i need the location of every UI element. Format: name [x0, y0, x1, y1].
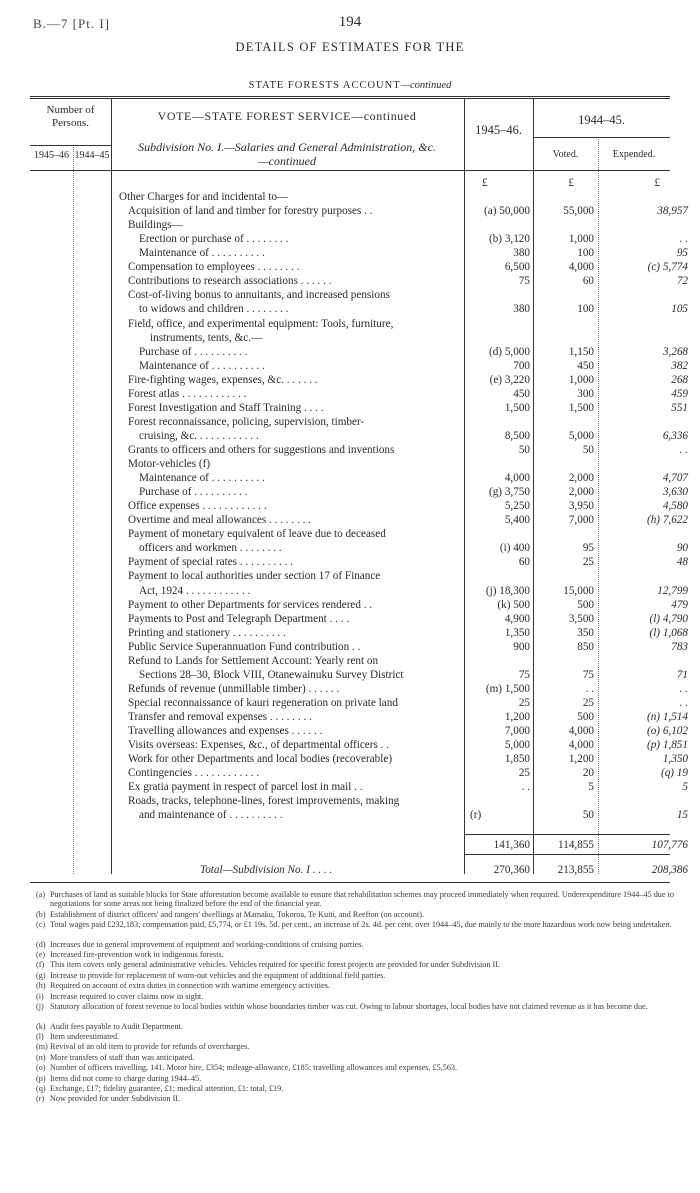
value-voted-1944-45: 1,000	[568, 233, 594, 246]
subdivision-heading: Subdivision No. I.—Salaries and General Administration, &c. —continued	[138, 140, 436, 168]
table-top-rule	[30, 96, 670, 97]
row-description: officers and workmen . . . . . . . .	[139, 542, 282, 555]
footnote-text: This item covers only general administrative vehicles. Vehicles required for specific forest projects are provided for under Subdivision II.	[50, 960, 501, 970]
footnote-label: (a)	[36, 890, 46, 899]
value-expended-1944-45: 71	[676, 668, 688, 681]
footnote-label: (h)	[36, 981, 46, 991]
table-row	[0, 500, 700, 512]
row-description: to widows and children . . . . . . . .	[139, 303, 289, 316]
footnote-label: (b)	[36, 909, 46, 919]
table-row	[0, 416, 700, 428]
subtotal-row	[0, 839, 700, 851]
footnote-label: (r)	[36, 1094, 45, 1104]
value-voted-1944-45: 55,000	[563, 205, 594, 218]
value-expended-1944-45: 479	[671, 598, 688, 611]
subtotal-voted: 114,855	[558, 839, 594, 851]
value-voted-1944-45: 4,000	[568, 261, 594, 274]
subtotal-top-rule	[464, 834, 670, 835]
table-row	[0, 697, 700, 709]
footnote-label: (c)	[36, 920, 46, 929]
value-1945-46: (i) 400	[499, 542, 530, 555]
row-description: and maintenance of . . . . . . . . . .	[139, 809, 283, 822]
row-description: Buildings—	[128, 219, 183, 232]
value-expended-1944-45: 783	[671, 640, 688, 653]
value-voted-1944-45: 850	[577, 640, 594, 653]
value-voted-1944-45: 500	[577, 598, 594, 611]
value-1945-46: 6,500	[504, 261, 530, 274]
value-1945-46: 1,200	[504, 710, 530, 723]
table-row	[0, 585, 700, 597]
value-expended-1944-45: . .	[679, 682, 688, 695]
table-row	[0, 739, 700, 751]
value-1945-46: 1,850	[504, 753, 530, 766]
value-1945-46: 4,000	[504, 472, 530, 485]
value-1945-46: 4,900	[504, 612, 530, 625]
value-1945-46: (a) 50,000	[484, 205, 530, 218]
value-1945-46: 5,000	[504, 739, 530, 751]
value-1945-46: 25	[518, 767, 530, 780]
value-voted-1944-45: 2,000	[568, 486, 594, 499]
table-top-rule-2	[30, 98, 670, 99]
value-expended-1944-45: 6,336	[662, 429, 688, 442]
row-description: Travelling allowances and expenses . . . . . .	[128, 725, 323, 737]
value-1945-46: (e) 3,220	[489, 373, 530, 386]
value-1945-46: 25	[518, 696, 530, 709]
value-expended-1944-45: 38,957	[657, 205, 688, 218]
value-1945-46: (j) 18,300	[485, 584, 530, 597]
row-description: Contingencies . . . . . . . . . . . .	[128, 767, 260, 780]
value-expended-1944-45: 5	[682, 781, 688, 794]
value-1945-46: 5,400	[504, 514, 530, 527]
value-1945-46: (r)	[470, 809, 482, 822]
value-expended-1944-45: (c) 5,774	[647, 261, 688, 274]
footnote-text: Increase to provide for replacement of worn-out vehicles and the equipment of additional field parties.	[50, 970, 386, 980]
table-row	[0, 360, 700, 372]
value-voted-1944-45: 100	[577, 303, 594, 316]
footnote-text: Increase required to cover claims now in sight.	[50, 991, 204, 1001]
row-description: Work for other Departments and local bodies (recoverable)	[128, 753, 393, 766]
total-voted: 213,855	[557, 864, 594, 876]
row-description: Payment to local authorities under section 17 of Finance	[128, 570, 381, 583]
expended-header: Expended.	[612, 149, 656, 160]
table-row	[0, 275, 700, 287]
value-voted-1944-45: 3,500	[568, 612, 594, 625]
value-1945-46: (m) 1,500	[485, 682, 530, 695]
value-voted-1944-45: 1,150	[568, 345, 594, 358]
table-row	[0, 767, 700, 779]
footnote-text: Item underestimated.	[50, 1032, 120, 1041]
table-row	[0, 332, 700, 344]
footnote-label: (n)	[36, 1052, 46, 1062]
value-expended-1944-45: 12,799	[657, 584, 688, 597]
row-description: Ex gratia payment in respect of parcel lost in mail . .	[128, 781, 363, 794]
table-row	[0, 289, 700, 301]
table-row	[0, 556, 700, 568]
footnote-label: (e)	[36, 950, 46, 959]
value-voted-1944-45: 2,000	[568, 472, 594, 485]
subtotal-1945: 141,360	[493, 839, 530, 851]
table-row	[0, 514, 700, 526]
table-row	[0, 261, 700, 273]
total-1945: 270,360	[493, 864, 530, 876]
value-expended-1944-45: 4,707	[662, 472, 688, 485]
row-description: Forest Investigation and Staff Training . . . .	[128, 401, 324, 414]
table-row	[0, 318, 700, 330]
footnote-text: Purchases of land as suitable blocks for State afforestation become available to ensure that rehabilitation schemes may proceed immediately when required. Underexpenditure 1944–45 due to negotiations for some areas not being finalized before the end of the financial year.	[50, 890, 674, 909]
value-voted-1944-45: 20	[582, 767, 594, 780]
value-expended-1944-45: (l) 4,790	[649, 612, 688, 625]
row-description: Transfer and removal expenses . . . . . . . .	[128, 710, 312, 723]
value-1945-46: 900	[513, 640, 530, 653]
footnote-text: Now provided for under Subdivision II.	[50, 1094, 181, 1104]
table-row	[0, 528, 700, 540]
value-expended-1944-45: 3,268	[662, 345, 688, 358]
footnote-text: Increased fire-prevention work in indigenous forests.	[50, 950, 224, 959]
row-description: Maintenance of . . . . . . . . . .	[139, 247, 265, 260]
page-number: 194	[338, 14, 362, 30]
row-description: Other Charges for and incidental to—	[119, 191, 289, 204]
value-voted-1944-45: . .	[585, 682, 594, 695]
value-voted-1944-45: 500	[577, 710, 594, 723]
value-voted-1944-45: 1,200	[568, 753, 594, 766]
row-description: Public Service Superannuation Fund contribution . .	[128, 640, 361, 653]
value-expended-1944-45: . .	[679, 233, 688, 246]
value-expended-1944-45: 48	[676, 556, 688, 569]
row-description: Contributions to research associations . . . . . .	[128, 275, 332, 288]
table-row	[0, 613, 700, 625]
table-row	[0, 303, 700, 315]
row-description: Acquisition of land and timber for forestry purposes . .	[128, 205, 373, 218]
value-voted-1944-45: 300	[577, 387, 594, 400]
value-voted-1944-45: 60	[582, 275, 594, 288]
footnote-text: Total wages paid £232,183; compensation paid, £5,774, or £1 19s. 5d. per cent., an increase of 2s. 4d. per cent. over 1944–45, due mainly to the more hazardous work now being undertaken.	[50, 920, 672, 929]
footnote-text: Items did not come to charge during 1944–45.	[50, 1073, 202, 1083]
footnote-label: (m)	[36, 1042, 48, 1052]
row-description: £	[482, 177, 488, 189]
value-1945-46: 75	[518, 275, 530, 288]
value-expended-1944-45: 15	[676, 809, 688, 822]
value-expended-1944-45: (l) 1,068	[649, 626, 688, 639]
value-1945-46: 60	[518, 556, 530, 569]
col-1945-46-header: 1945–46.	[475, 123, 522, 137]
value-1945-46: 7,000	[504, 725, 530, 737]
table-row	[0, 781, 700, 793]
value-voted-1944-45: 1,500	[568, 401, 594, 414]
value-1945-46: 75	[518, 668, 530, 681]
number-of-persons-header: Number of Persons.	[46, 104, 95, 129]
value-1945-46: . .	[521, 781, 530, 794]
value-1945-46: (d) 5,000	[488, 345, 530, 358]
footnote-label: (d)	[36, 939, 46, 949]
table-row	[0, 472, 700, 484]
voted-header: Voted.	[552, 149, 579, 160]
row-description: Payments to Post and Telegraph Department . . . .	[128, 612, 350, 625]
footnote-label: (f)	[36, 960, 45, 970]
footnote-label: (j)	[36, 1002, 44, 1011]
footnote-text: Establishment of district officers' and rangers' dwellings at Mamaku, Tokoroa, Te Kuiti, and Reefton (on account).	[50, 909, 425, 919]
row-description: Payment of monetary equivalent of leave due to deceased	[128, 528, 386, 541]
row-description: Sections 28–30, Block VIII, Otanewainuku Survey District	[139, 668, 404, 681]
total-expended: 208,386	[651, 864, 688, 876]
value-1945-46: 1,500	[504, 401, 530, 414]
value-expended-1944-45: 268	[671, 373, 688, 386]
row-description: Office expenses . . . . . . . . . . . .	[128, 500, 267, 513]
row-description: Overtime and meal allowances . . . . . . . .	[128, 514, 311, 527]
value-expended-1944-45: £	[654, 177, 660, 189]
row-description: Purchase of . . . . . . . . . .	[139, 345, 248, 358]
col-1944-45-header: 1944–45.	[578, 113, 625, 127]
value-1945-46: 450	[513, 387, 530, 400]
table-row	[0, 711, 700, 723]
table-row	[0, 444, 700, 456]
row-description: Compensation to employees . . . . . . . .	[128, 261, 300, 274]
value-voted-1944-45: 4,000	[568, 739, 594, 751]
footnote-label: (l)	[36, 1032, 44, 1041]
total-label: Total—Subdivision No. I . . . .	[200, 864, 333, 876]
subtotal-bottom-rule	[464, 854, 670, 855]
footnote-label: (p)	[36, 1073, 46, 1083]
rule-persons-sub	[30, 145, 111, 146]
row-description: Payment of special rates . . . . . . . . . .	[128, 556, 293, 569]
row-description: Payment to other Departments for services rendered . .	[128, 598, 373, 611]
row-description: Printing and stationery . . . . . . . . . .	[128, 626, 286, 639]
table-row	[0, 542, 700, 554]
row-description: Roads, tracks, telephone-lines, forest improvements, making	[128, 795, 400, 808]
value-voted-1944-45: 25	[582, 556, 594, 569]
value-1945-46: 5,250	[504, 500, 530, 513]
value-voted-1944-45: 50	[582, 809, 594, 822]
document-reference: B.—7 [Pt. I]	[33, 16, 110, 31]
footnote-text: Statutory allocation of forest revenue to local bodies within whose boundaries timber was cut. Owing to labour shortages, local bodies have not claimed revenue as it has become due.	[50, 1002, 648, 1011]
table-row	[0, 430, 700, 442]
table-row	[0, 725, 700, 737]
table-row	[0, 388, 700, 400]
table-row	[0, 486, 700, 498]
footnote-text: Required on account of extra duties in connection with wartime emergency activities.	[50, 981, 330, 991]
footnote-label: (q)	[36, 1084, 46, 1093]
table-row	[0, 627, 700, 639]
value-voted-1944-45: 5	[588, 781, 594, 794]
value-voted-1944-45: £	[568, 177, 574, 189]
value-1945-46: 8,500	[504, 429, 530, 442]
row-description: Special reconnaissance of kauri regeneration on private land	[128, 696, 398, 709]
table-row	[0, 458, 700, 470]
value-voted-1944-45: 3,950	[568, 500, 594, 513]
table-row	[0, 219, 700, 231]
table-bottom-rule	[30, 882, 670, 883]
value-voted-1944-45: 4,000	[568, 725, 594, 737]
value-1945-46: 1,350	[504, 626, 530, 639]
value-voted-1944-45: 350	[577, 626, 594, 639]
row-description: Refunds of revenue (unmillable timber) . . . . . .	[128, 682, 340, 695]
table-row	[0, 641, 700, 653]
value-voted-1944-45: 5,000	[568, 429, 594, 442]
table-row	[0, 809, 700, 821]
table-row	[0, 233, 700, 245]
row-description: Grants to officers and others for suggestions and inventions	[128, 443, 395, 456]
value-expended-1944-45: 3,630	[662, 486, 688, 499]
value-voted-1944-45: 25	[582, 696, 594, 709]
page-subtitle: STATE FORESTS ACCOUNT—continued	[248, 80, 452, 91]
value-expended-1944-45: (p) 1,851	[646, 739, 688, 751]
footnote-text: Audit fees payable to Audit Department.	[50, 1021, 183, 1031]
value-voted-1944-45: 50	[582, 443, 594, 456]
table-row	[0, 753, 700, 765]
value-1945-46: 50	[518, 443, 530, 456]
footnote-label: (k)	[36, 1021, 46, 1031]
table-row	[0, 402, 700, 414]
rule-1944-sub	[533, 137, 670, 138]
value-voted-1944-45: 15,000	[563, 584, 594, 597]
value-1945-46: 700	[513, 359, 530, 372]
footnote-label: (i)	[36, 991, 44, 1001]
value-expended-1944-45: (n) 1,514	[646, 710, 688, 723]
value-expended-1944-45: (q) 19	[660, 767, 688, 780]
value-expended-1944-45: (h) 7,622	[646, 514, 688, 527]
value-expended-1944-45: . .	[679, 443, 688, 456]
value-voted-1944-45: 7,000	[568, 514, 594, 527]
row-description: Purchase of . . . . . . . . . .	[139, 486, 248, 499]
page-title: DETAILS OF ESTIMATES FOR THE	[235, 40, 465, 54]
value-voted-1944-45: 75	[582, 668, 594, 681]
value-voted-1944-45: 100	[577, 247, 594, 260]
row-description: Field, office, and experimental equipment: Tools, furniture,	[128, 317, 394, 330]
row-description: Cost-of-living bonus to annuitants, and increased pensions	[128, 289, 390, 302]
value-expended-1944-45: 105	[671, 303, 688, 316]
value-voted-1944-45: 450	[577, 359, 594, 372]
row-description: Forest reconnaissance, policing, supervision, timber-	[128, 415, 365, 428]
total-row	[0, 864, 700, 876]
year-b-header: 1944–45	[74, 150, 110, 161]
value-expended-1944-45: (o) 6,102	[646, 725, 688, 737]
value-1945-46: (k) 500	[497, 598, 530, 611]
vote-heading: VOTE—STATE FOREST SERVICE—continued	[157, 109, 417, 123]
table-row	[0, 683, 700, 695]
value-expended-1944-45: 1,350	[662, 753, 688, 766]
footnote-text: More transfers of staff than was anticipated.	[50, 1052, 195, 1062]
footnote-label: (o)	[36, 1063, 46, 1073]
row-description: cruising, &c. . . . . . . . . . . .	[139, 429, 259, 442]
table-row	[0, 247, 700, 259]
table-row	[0, 570, 700, 582]
table-row	[0, 191, 700, 203]
value-expended-1944-45: . .	[679, 696, 688, 709]
value-1945-46: (b) 3,120	[488, 233, 530, 246]
value-expended-1944-45: 72	[676, 275, 688, 288]
year-a-header: 1945–46	[34, 150, 69, 161]
row-description: Maintenance of . . . . . . . . . .	[139, 472, 265, 485]
table-row	[0, 374, 700, 386]
value-expended-1944-45: 459	[671, 387, 688, 400]
value-voted-1944-45: 95	[582, 542, 594, 555]
subtotal-expended: 107,776	[651, 839, 688, 851]
row-description: Act, 1924 . . . . . . . . . . . .	[139, 584, 251, 597]
table-row	[0, 655, 700, 667]
row-description: instruments, tents, &c.—	[150, 331, 263, 344]
row-description: Fire-fighting wages, expenses, &c. . . . . . .	[128, 373, 318, 386]
value-expended-1944-45: 551	[671, 401, 688, 414]
row-description: Maintenance of . . . . . . . . . .	[139, 359, 265, 372]
table-row	[0, 599, 700, 611]
table-row	[0, 669, 700, 681]
footnote-text: Number of officers travelling, 141. Motor hire, £354; mileage-allowance, £185; travelling allowances and expenses, £5,563.	[50, 1063, 458, 1073]
footnote-text: Exchange, £17; fidelity guarantee, £1; medical attention, £1: total, £19.	[50, 1084, 284, 1093]
row-description: Visits overseas: Expenses, &c., of departmental officers . .	[128, 739, 390, 751]
table-row	[0, 795, 700, 807]
row-description: Erection or purchase of . . . . . . . .	[139, 233, 289, 246]
footnote-label: (g)	[36, 970, 46, 980]
table-row	[0, 205, 700, 217]
row-description: Refund to Lands for Settlement Account: Yearly rent on	[128, 654, 379, 667]
footnote-text: Revival of an old item to provide for refunds of overcharges.	[50, 1042, 250, 1052]
value-voted-1944-45: 1,000	[568, 373, 594, 386]
value-1945-46: (g) 3,750	[488, 486, 530, 499]
value-1945-46: 380	[513, 303, 530, 316]
value-expended-1944-45: 95	[676, 247, 688, 260]
table-row	[0, 346, 700, 358]
row-description: Forest atlas . . . . . . . . . . . .	[128, 387, 247, 400]
value-expended-1944-45: 90	[676, 542, 688, 555]
value-expended-1944-45: 4,580	[662, 500, 688, 513]
value-1945-46: 380	[513, 247, 530, 260]
footnote-text: Increases due to general improvement of equipment and working-conditions of cruising parties.	[50, 939, 364, 949]
value-expended-1944-45: 382	[671, 359, 688, 372]
row-description: Motor-vehicles (f)	[128, 458, 211, 470]
header-bottom-rule	[30, 170, 670, 171]
table-row	[0, 177, 700, 189]
